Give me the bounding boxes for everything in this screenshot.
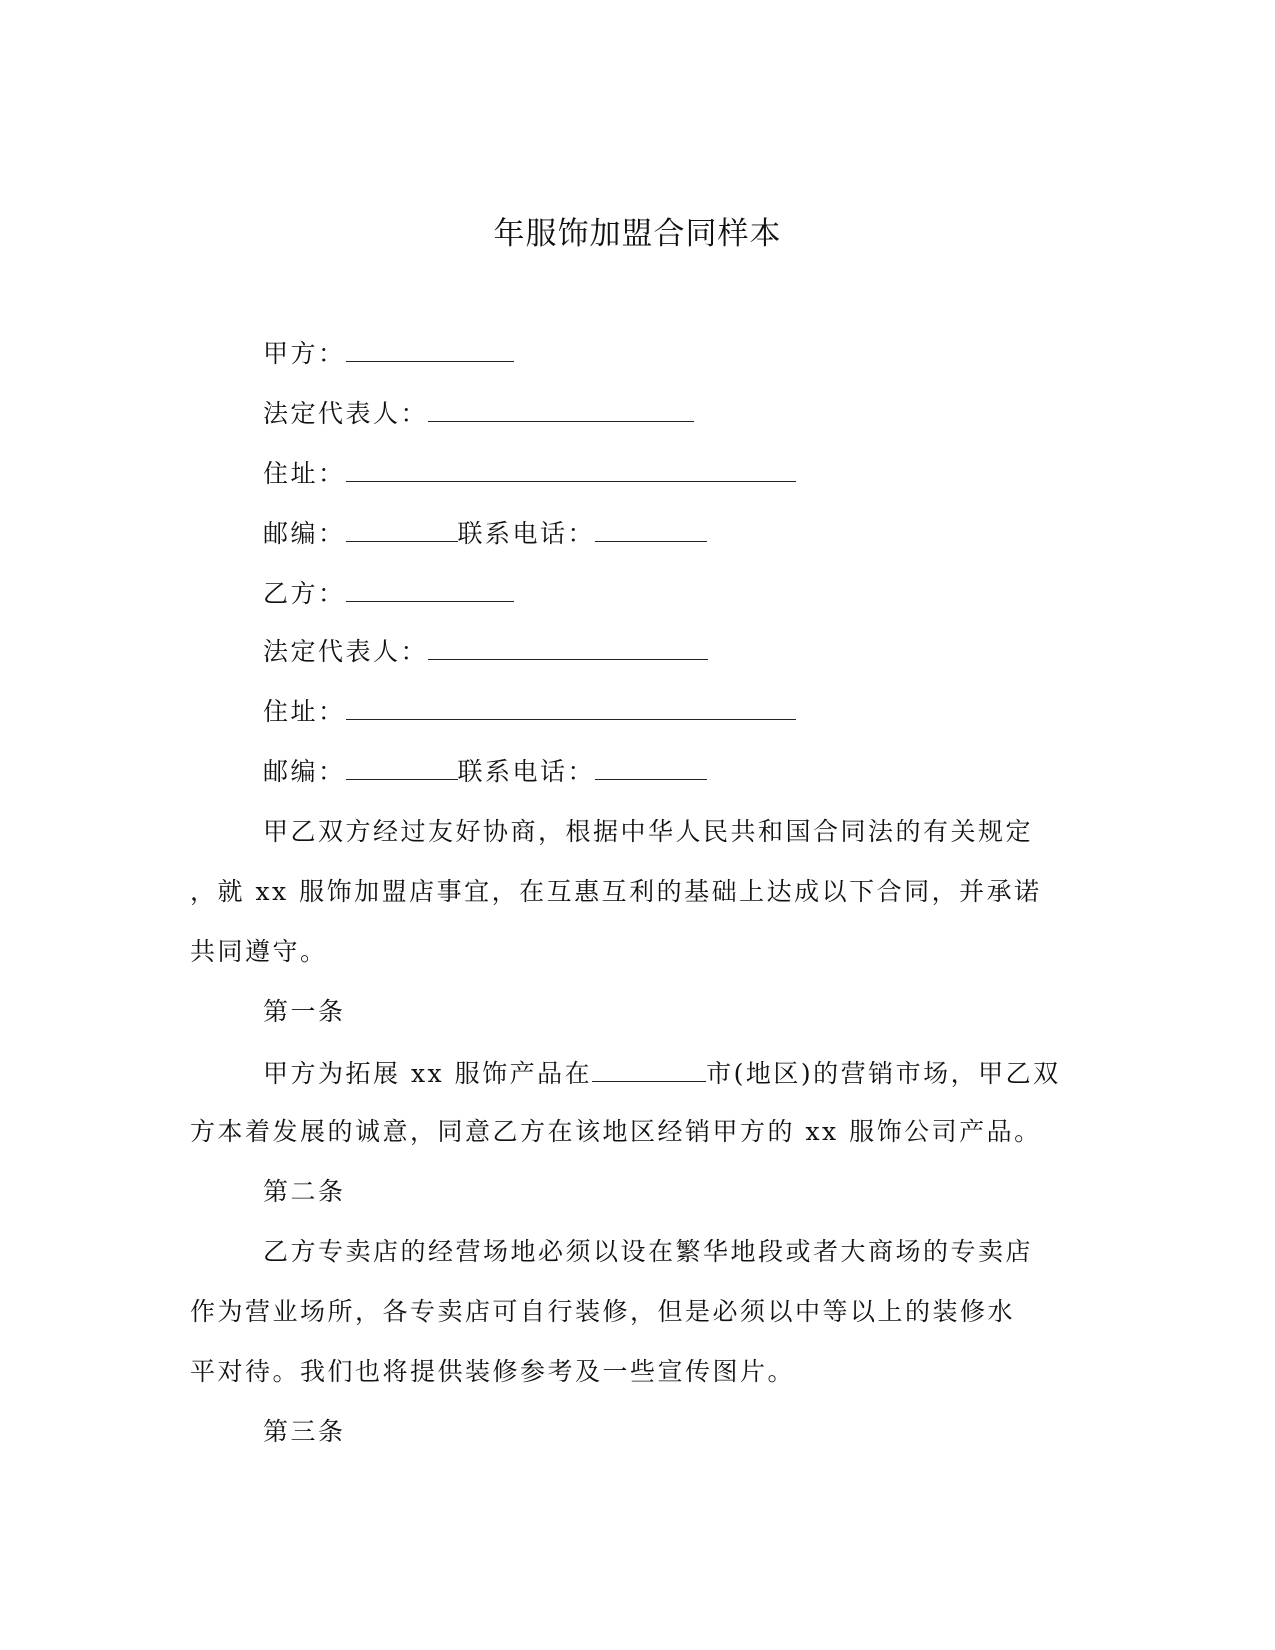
party-a-postcode-label: 邮编： [263,519,346,548]
party-b-rep-label: 法定代表人： [263,637,429,666]
party-a-address-blank [346,455,796,482]
party-b-phone-blank [595,753,707,780]
party-a-rep-label: 法定代表人： [263,399,429,428]
party-b-blank [346,575,514,602]
party-b-address-line [263,693,796,729]
party-a-address-label: 住址： [263,459,346,488]
article-2-line-3: 平对待。我们也将提供装修参考及一些宣传图片。 [190,1357,796,1386]
party-b-rep-blank [428,633,708,660]
party-a-postcode-blank [346,515,458,542]
article-1-city-blank [592,1055,706,1082]
party-a-address-line [263,455,796,491]
party-b-address-label: 住址： [263,697,346,726]
document-title: 年服饰加盟合同样本 [493,216,782,252]
preamble-line-1: 甲乙双方经过友好协商，根据中华人民共和国合同法的有关规定 [263,817,1034,846]
article-3-heading: 第三条 [263,1417,346,1446]
article-1-text-after: 市(地区)的营销市场，甲乙双 [706,1059,1061,1088]
party-b-line [263,575,514,611]
article-2-line-1: 乙方专卖店的经营场地必须以设在繁华地段或者大商场的专卖店 [263,1237,1034,1266]
party-b-postcode-blank [346,753,458,780]
party-a-phone-blank [595,515,707,542]
party-a-line [263,335,514,371]
article-1-text-before: 甲方为拓展 xx 服饰产品在 [263,1059,593,1088]
party-a-label: 甲方： [263,339,346,368]
preamble-line-3: 共同遵守。 [190,937,328,966]
article-1-heading: 第一条 [263,997,346,1026]
article-1-line-1 [263,1055,1061,1091]
party-a-phone-label: 联系电话： [457,519,596,548]
party-b-address-blank [346,693,796,720]
party-b-contact-line [263,753,707,789]
party-a-rep-line [263,395,694,431]
party-b-rep-line [263,633,708,669]
article-1-line-2: 方本着发展的诚意，同意乙方在该地区经销甲方的 xx 服饰公司产品。 [190,1117,1042,1146]
preamble-line-2: ，就 xx 服饰加盟店事宜，在互惠互利的基础上达成以下合同，并承诺 [190,877,1042,906]
party-b-postcode-label: 邮编： [263,757,346,786]
party-b-phone-label: 联系电话： [457,757,596,786]
party-b-label: 乙方： [263,579,346,608]
party-a-rep-blank [428,395,694,422]
party-a-contact-line [263,515,707,551]
article-2-line-2: 作为营业场所，各专卖店可自行装修，但是必须以中等以上的装修水 [190,1297,1016,1326]
party-a-blank [346,335,514,362]
article-2-heading: 第二条 [263,1177,346,1206]
